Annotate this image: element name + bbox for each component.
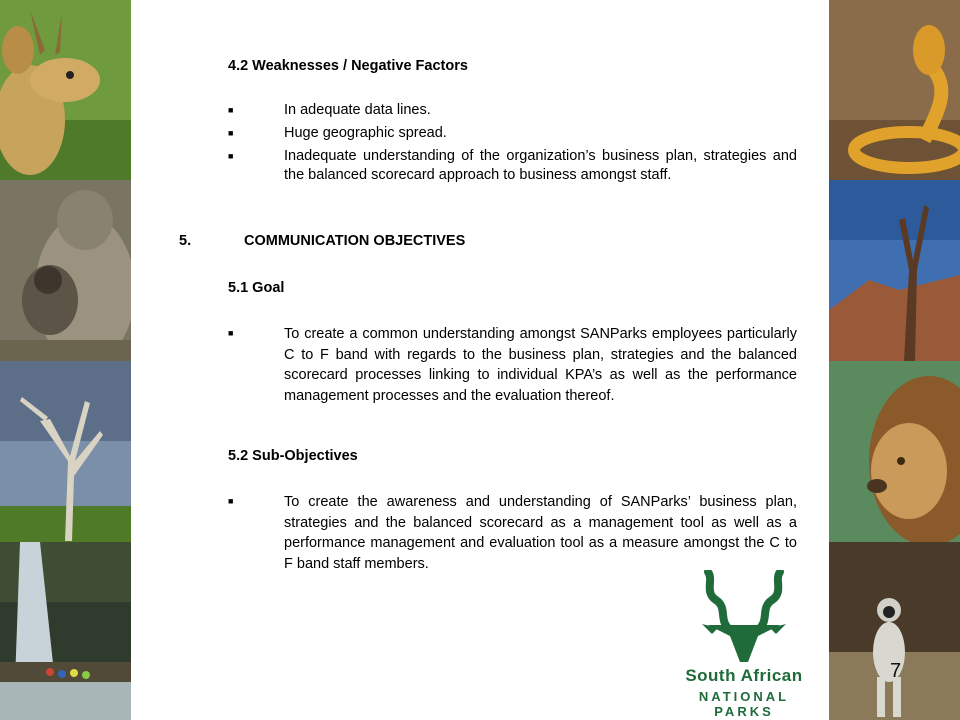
bullet-icon: ■ bbox=[228, 328, 234, 338]
lion-photo bbox=[829, 361, 960, 542]
antelope-photo bbox=[0, 0, 131, 180]
goal-heading: 5.1 Goal bbox=[228, 280, 285, 296]
bullet-icon: ■ bbox=[228, 105, 234, 115]
sanparks-logo bbox=[678, 570, 810, 719]
logo-text-line1: South African bbox=[685, 666, 803, 685]
dead-tree-rocks-photo bbox=[829, 180, 960, 361]
page-number: 7 bbox=[890, 660, 902, 682]
cobra-photo bbox=[829, 0, 960, 180]
right-photo-strip bbox=[829, 0, 960, 720]
weakness-item-3: Inadequate understanding of the organization’s business plan, strategies and the balanced scorecard approach to business amongst staff. bbox=[284, 148, 797, 183]
waterfall-photo bbox=[0, 542, 131, 720]
bullet-icon: ■ bbox=[228, 128, 234, 138]
weaknesses-heading: 4.2 Weaknesses / Negative Factors bbox=[228, 58, 468, 74]
bullet-icon: ■ bbox=[228, 496, 234, 506]
baboon-photo bbox=[0, 180, 131, 361]
section-5-number: 5. bbox=[179, 233, 192, 249]
logo-text-line2: NATIONAL PARKS bbox=[698, 689, 790, 719]
subobjectives-bullet: To create the awareness and understanding of SANParks’ business plan, strategies and the balanced scorecard as a management tool as well as a performance management and evaluation tool as a measure amongst the C to F band staff members. bbox=[284, 494, 797, 572]
goal-bullet: To create a common understanding amongst SANParks employees particularly C to F band with regards to the business plan, strategies and the balanced scorecard processes linking to individual KPA’s as well as the performance management processes and the evaluation thereof. bbox=[284, 326, 797, 404]
weakness-item-1: In adequate data lines. bbox=[284, 102, 431, 118]
bullet-icon: ■ bbox=[228, 151, 234, 161]
dead-tree-photo bbox=[0, 361, 131, 542]
subobjectives-heading: 5.2 Sub-Objectives bbox=[228, 448, 358, 464]
weakness-item-2: Huge geographic spread. bbox=[284, 125, 447, 141]
vervet-monkey-photo bbox=[829, 542, 960, 720]
left-photo-strip bbox=[0, 0, 131, 720]
section-5-title: COMMUNICATION OBJECTIVES bbox=[244, 233, 466, 249]
kudu-head-icon bbox=[678, 570, 810, 666]
